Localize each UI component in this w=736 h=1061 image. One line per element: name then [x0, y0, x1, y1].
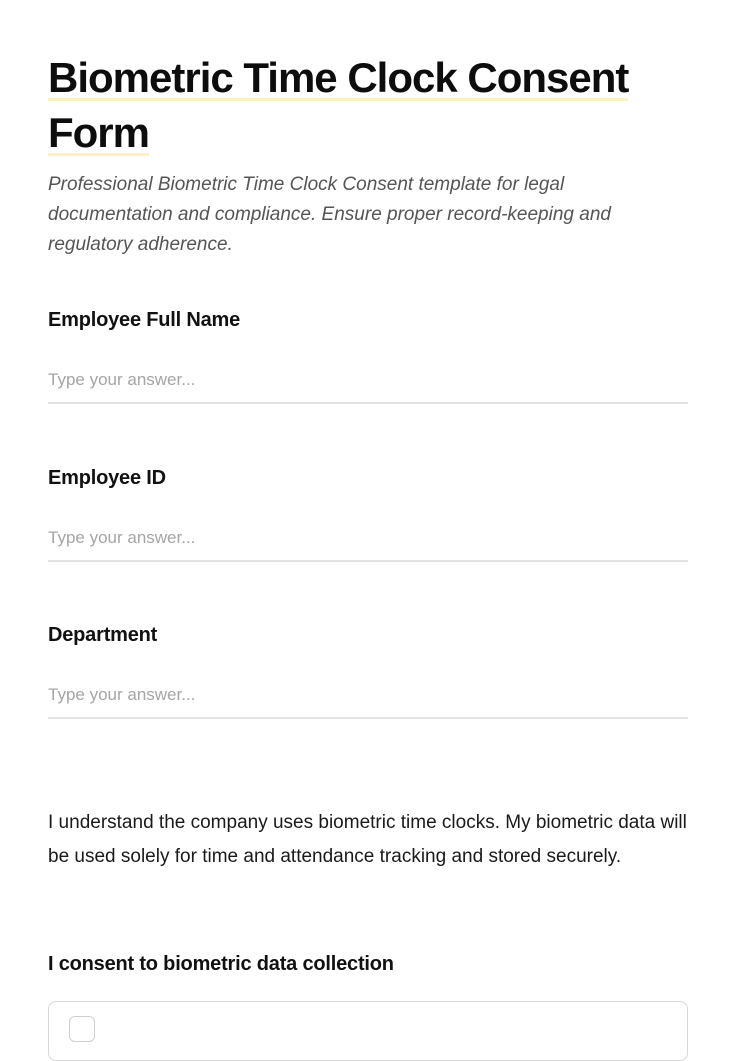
consent-statement: I understand the company uses biometric time clocks. My biometric data will be used solely for time and attendance tracking and stored securely.: [48, 812, 687, 867]
employee-full-name-input[interactable]: [48, 370, 688, 404]
consent-label: I consent to biometric data collection: [48, 953, 394, 975]
field-employee-id: [48, 467, 688, 562]
department-input[interactable]: [48, 685, 688, 719]
employee-id-input[interactable]: [48, 528, 688, 562]
field-label: Employee Full Name: [48, 309, 241, 331]
field-label: Department: [48, 624, 158, 646]
page-title: [48, 50, 688, 160]
field-label: Employee ID: [48, 467, 166, 489]
field-employee-full-name: [48, 309, 688, 404]
title-wrap: [48, 50, 688, 160]
consent-option[interactable]: [48, 1001, 688, 1061]
form-description: Professional Biometric Time Clock Consent template for legal documentation and compliance. Ensure proper record-keeping and regulatory adherence.: [48, 174, 611, 255]
page-title-text: Biometric Time Clock Consent Form: [48, 54, 629, 156]
consent-checkbox[interactable]: [69, 1016, 95, 1042]
field-department: [48, 624, 688, 719]
